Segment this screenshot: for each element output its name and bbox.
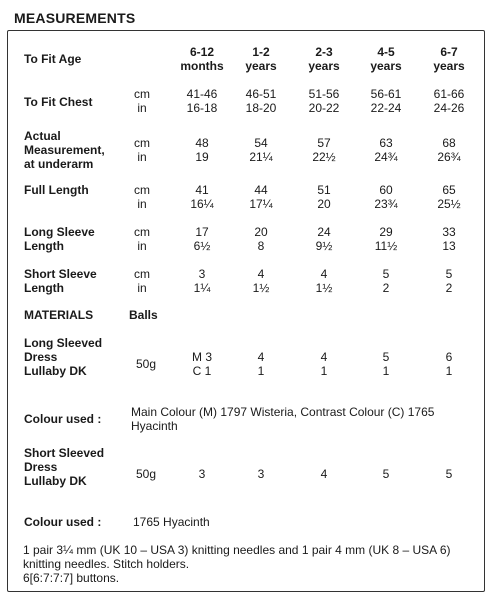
cell: 3 xyxy=(198,267,206,281)
cell: 44 xyxy=(254,183,268,197)
footer-line: 1 pair 3¼ mm (UK 10 – USA 3) knitting needles and 1 pair 4 mm (UK 8 – USA 6) xyxy=(23,543,451,557)
unit-cm: cm xyxy=(134,136,150,150)
unit-cm: cm xyxy=(134,87,150,101)
cell: 16¼ xyxy=(190,197,214,211)
cell: 1½ xyxy=(252,281,270,295)
age-col-5: 6-7 xyxy=(440,45,458,59)
age-col-2: 1-2 xyxy=(252,45,270,59)
cell: 20 xyxy=(317,197,331,211)
header-label: To Fit Age xyxy=(24,52,82,66)
cell: 4 xyxy=(257,267,265,281)
unit-cm: cm xyxy=(134,267,150,281)
footer-line: knitting needles. Stitch holders. xyxy=(23,557,190,571)
cell: 5 xyxy=(382,350,390,364)
unit-in: in xyxy=(137,281,147,295)
colour-text: Hyacinth xyxy=(131,419,178,433)
cell: 17¼ xyxy=(249,197,273,211)
cell: 1¼ xyxy=(193,281,211,295)
cell: 24 xyxy=(317,225,331,239)
cell: 9½ xyxy=(315,239,333,253)
cell: 56-61 xyxy=(370,87,402,101)
cell: 2 xyxy=(445,281,453,295)
cell: 1 xyxy=(257,364,265,378)
cell: C 1 xyxy=(192,364,212,378)
unit-in: in xyxy=(137,239,147,253)
cell: 4 xyxy=(257,350,265,364)
age-col-1: 6-12 xyxy=(189,45,215,59)
row-label: Long Sleeved xyxy=(24,336,103,350)
cell: 5 xyxy=(445,467,453,481)
cell: 24-26 xyxy=(433,101,465,115)
cell: 63 xyxy=(379,136,393,150)
cell: 5 xyxy=(445,267,453,281)
ball-weight: 50g xyxy=(135,467,157,481)
cell: 23¾ xyxy=(374,197,398,211)
colour-text: Main Colour (M) 1797 Wisteria, Contrast Colour (C) 1765 xyxy=(131,405,435,419)
row-label: at underarm xyxy=(24,157,94,171)
unit-in: in xyxy=(137,150,147,164)
row-label: Length xyxy=(24,239,64,253)
cell: 54 xyxy=(254,136,268,150)
age-col-1-unit: months xyxy=(180,59,224,73)
unit-cm: cm xyxy=(134,225,150,239)
cell: 3 xyxy=(257,467,265,481)
age-col-4-unit: years xyxy=(370,59,402,73)
cell: 2 xyxy=(382,281,390,295)
row-label: To Fit Chest xyxy=(24,95,93,109)
cell: 4 xyxy=(320,267,328,281)
age-col-2-unit: years xyxy=(245,59,277,73)
cell: 51 xyxy=(317,183,331,197)
row-label: Measurement, xyxy=(24,143,105,157)
cell: 22-24 xyxy=(370,101,402,115)
cell: 17 xyxy=(195,225,209,239)
cell: 3 xyxy=(198,467,206,481)
page-title: MEASUREMENTS xyxy=(14,10,136,26)
footer-line: 6[6:7:7:7] buttons. xyxy=(23,571,120,585)
colour-used-label: Colour used : xyxy=(24,515,102,529)
cell: 8 xyxy=(257,239,265,253)
cell: 68 xyxy=(442,136,456,150)
row-label: Actual xyxy=(24,129,61,143)
cell: 60 xyxy=(379,183,393,197)
cell: 6 xyxy=(445,350,453,364)
row-label: Short Sleeve xyxy=(24,267,97,281)
row-label: Full Length xyxy=(24,183,89,197)
unit-cm: cm xyxy=(134,183,150,197)
cell: 24¾ xyxy=(374,150,398,164)
cell: 25½ xyxy=(437,197,461,211)
cell: 18-20 xyxy=(245,101,277,115)
cell: 5 xyxy=(382,467,390,481)
row-label: Dress xyxy=(24,350,58,364)
cell: 19 xyxy=(195,150,209,164)
cell: 16-18 xyxy=(186,101,218,115)
cell: 1 xyxy=(382,364,390,378)
colour-used-label: Colour used : xyxy=(24,412,102,426)
cell: 41 xyxy=(195,183,209,197)
cell: 5 xyxy=(382,267,390,281)
cell: 6½ xyxy=(193,239,211,253)
cell: 29 xyxy=(379,225,393,239)
cell: 41-46 xyxy=(186,87,218,101)
cell: 4 xyxy=(320,350,328,364)
age-col-3-unit: years xyxy=(308,59,340,73)
row-label: Lullaby DK xyxy=(24,474,87,488)
colour-text: 1765 Hyacinth xyxy=(133,515,210,529)
cell: 4 xyxy=(320,467,328,481)
balls-heading: Balls xyxy=(129,308,158,322)
cell: 1 xyxy=(320,364,328,378)
cell: 26¾ xyxy=(437,150,461,164)
cell: 1½ xyxy=(315,281,333,295)
cell: 57 xyxy=(317,136,331,150)
ball-weight: 50g xyxy=(135,357,157,371)
cell: 20-22 xyxy=(308,101,340,115)
age-col-5-unit: years xyxy=(433,59,465,73)
cell: 13 xyxy=(442,239,456,253)
cell: 51-56 xyxy=(308,87,340,101)
cell: 33 xyxy=(442,225,456,239)
age-col-4: 4-5 xyxy=(377,45,395,59)
cell: 46-51 xyxy=(245,87,277,101)
cell: 1 xyxy=(445,364,453,378)
cell: 61-66 xyxy=(433,87,465,101)
cell: 48 xyxy=(195,136,209,150)
cell: 20 xyxy=(254,225,268,239)
cell: 22½ xyxy=(312,150,336,164)
row-label: Dress xyxy=(24,460,58,474)
unit-in: in xyxy=(137,101,147,115)
cell: 65 xyxy=(442,183,456,197)
materials-heading: MATERIALS xyxy=(24,308,94,322)
row-label: Short Sleeved xyxy=(24,446,105,460)
unit-in: in xyxy=(137,197,147,211)
age-col-3: 2-3 xyxy=(315,45,333,59)
row-label: Length xyxy=(24,281,64,295)
row-label: Lullaby DK xyxy=(24,364,87,378)
cell: M 3 xyxy=(191,350,212,364)
cell: 11½ xyxy=(374,239,398,253)
cell: 21¼ xyxy=(249,150,273,164)
row-label: Long Sleeve xyxy=(24,225,95,239)
